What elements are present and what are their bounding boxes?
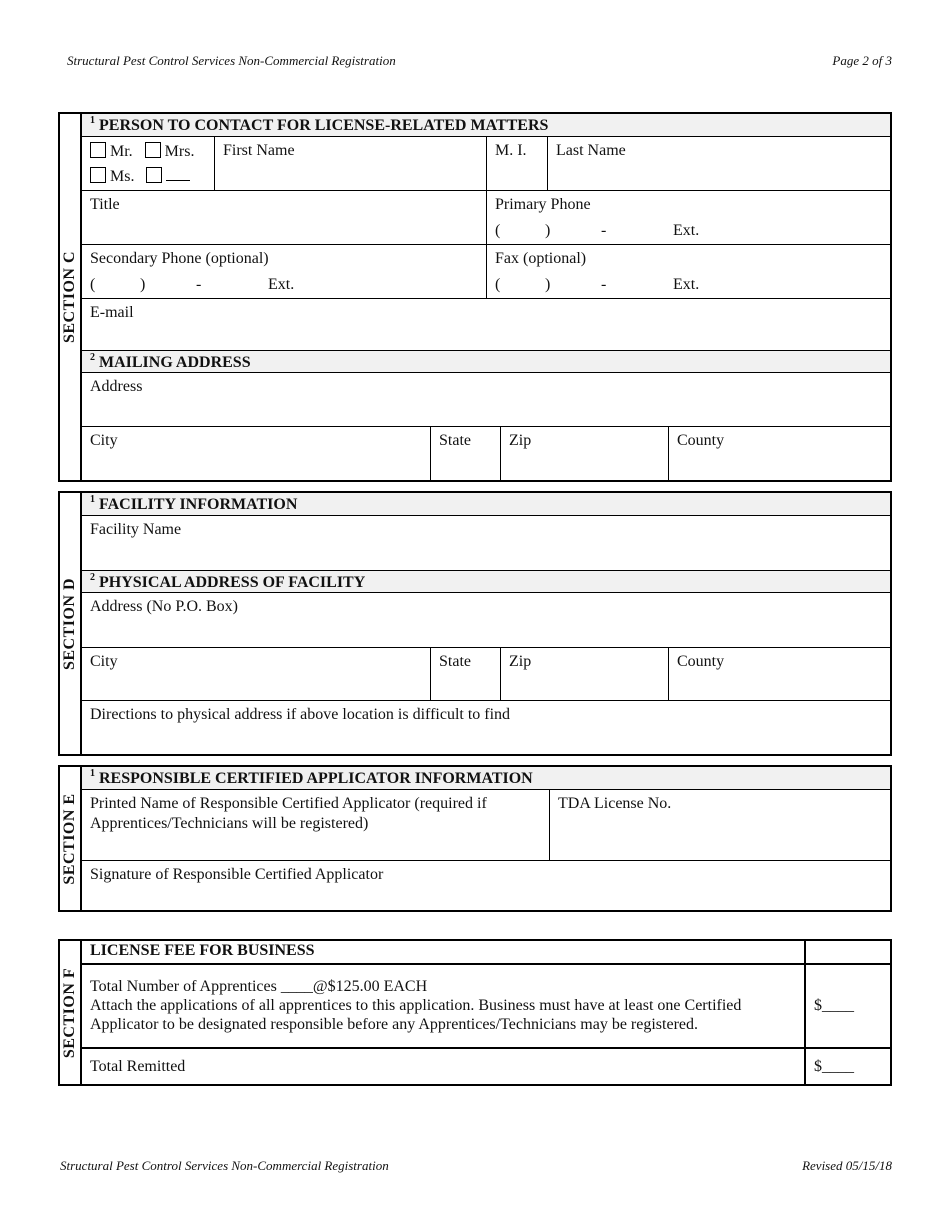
- email-field[interactable]: E-mail: [90, 304, 134, 321]
- title-field[interactable]: Title: [82, 191, 487, 244]
- last-name-field[interactable]: Last Name: [556, 142, 626, 159]
- section-c-label: SECTION C: [60, 114, 82, 480]
- mailing-city-field[interactable]: City: [82, 427, 431, 480]
- section-c: [58, 112, 892, 482]
- physical-county-field[interactable]: County: [677, 653, 725, 670]
- physical-address-heading: $^2$ PHYSICAL ADDRESS OF FACILITY: [82, 570, 890, 593]
- other-salutation-blank[interactable]: [166, 169, 190, 181]
- revision-date: Revised 05/15/18: [802, 1158, 892, 1173]
- section-d-label: SECTION D: [60, 493, 82, 754]
- fee-heading-amount-cell: [806, 941, 890, 963]
- physical-city-field[interactable]: City: [82, 648, 431, 700]
- page-footer-title: Structural Pest Control Services Non-Commercial Registration: [60, 1158, 389, 1173]
- mailing-address-field[interactable]: Address: [90, 378, 143, 395]
- apprentices-fee-amount[interactable]: $____: [814, 997, 854, 1014]
- other-salutation-checkbox[interactable]: [146, 167, 162, 183]
- mrs-checkbox[interactable]: [145, 142, 161, 158]
- apprentices-count-line[interactable]: Total Number of Apprentices ____@$125.00 EACH: [90, 978, 428, 995]
- tda-license-field[interactable]: TDA License No.: [558, 795, 672, 812]
- license-fee-heading: LICENSE FEE FOR BUSINESS: [82, 941, 806, 963]
- salutation-options: Mr. Mrs. Ms.: [82, 137, 215, 190]
- apprentices-fee-cell: [82, 965, 806, 1047]
- mailing-address-heading: $^2$ MAILING ADDRESS: [82, 350, 890, 373]
- printed-name-field[interactable]: Printed Name of Responsible Certified Applicator (required if Apprentices/Technicians will be registered): [82, 790, 550, 860]
- certified-applicator-heading: $^1$ RESPONSIBLE CERTIFIED APPLICATOR INFORMATION: [82, 767, 890, 790]
- section-f-label: SECTION F: [60, 941, 82, 1084]
- fax-field[interactable]: Fax (optional) ( ) - Ext.: [495, 250, 700, 293]
- page-number: Page 2 of 3: [832, 53, 892, 68]
- physical-state-field[interactable]: State: [431, 648, 501, 700]
- total-remitted-amount[interactable]: $____: [814, 1057, 854, 1075]
- middle-initial-field[interactable]: M. I.: [487, 137, 548, 190]
- section-e-label: SECTION E: [60, 767, 82, 910]
- signature-field[interactable]: Signature of Responsible Certified Applicator: [90, 866, 384, 883]
- section-d: [58, 491, 892, 756]
- mailing-state-field[interactable]: State: [431, 427, 501, 480]
- section-f: [58, 939, 892, 1086]
- secondary-phone-field[interactable]: Secondary Phone (optional) ( ) - Ext.: [82, 245, 487, 298]
- contact-heading: $^1$ PERSON TO CONTACT FOR LICENSE-RELATED MATTERS: [82, 114, 890, 137]
- first-name-field[interactable]: First Name: [215, 137, 487, 190]
- page-header-title: Structural Pest Control Services Non-Commercial Registration: [67, 53, 396, 68]
- section-e: [58, 765, 892, 912]
- facility-name-field[interactable]: Facility Name: [90, 521, 182, 538]
- primary-phone-field[interactable]: Primary Phone ( ) - Ext.: [495, 196, 700, 239]
- physical-address-field[interactable]: Address (No P.O. Box): [90, 598, 238, 615]
- directions-field[interactable]: Directions to physical address if above location is difficult to find: [90, 706, 511, 723]
- ms-checkbox[interactable]: [90, 167, 106, 183]
- mailing-county-field[interactable]: County: [677, 432, 725, 449]
- facility-information-heading: $^1$ FACILITY INFORMATION: [82, 493, 890, 516]
- mr-checkbox[interactable]: [90, 142, 106, 158]
- mailing-zip-field[interactable]: Zip: [501, 427, 669, 480]
- total-remitted-label: Total Remitted: [82, 1049, 806, 1084]
- attach-applications-note: Attach the applications of all apprentices to this application. Business must have at least one Certified Applicator to be designated responsible before any Apprentices/Technicians may be registered.: [90, 997, 742, 1033]
- physical-zip-field[interactable]: Zip: [501, 648, 669, 700]
